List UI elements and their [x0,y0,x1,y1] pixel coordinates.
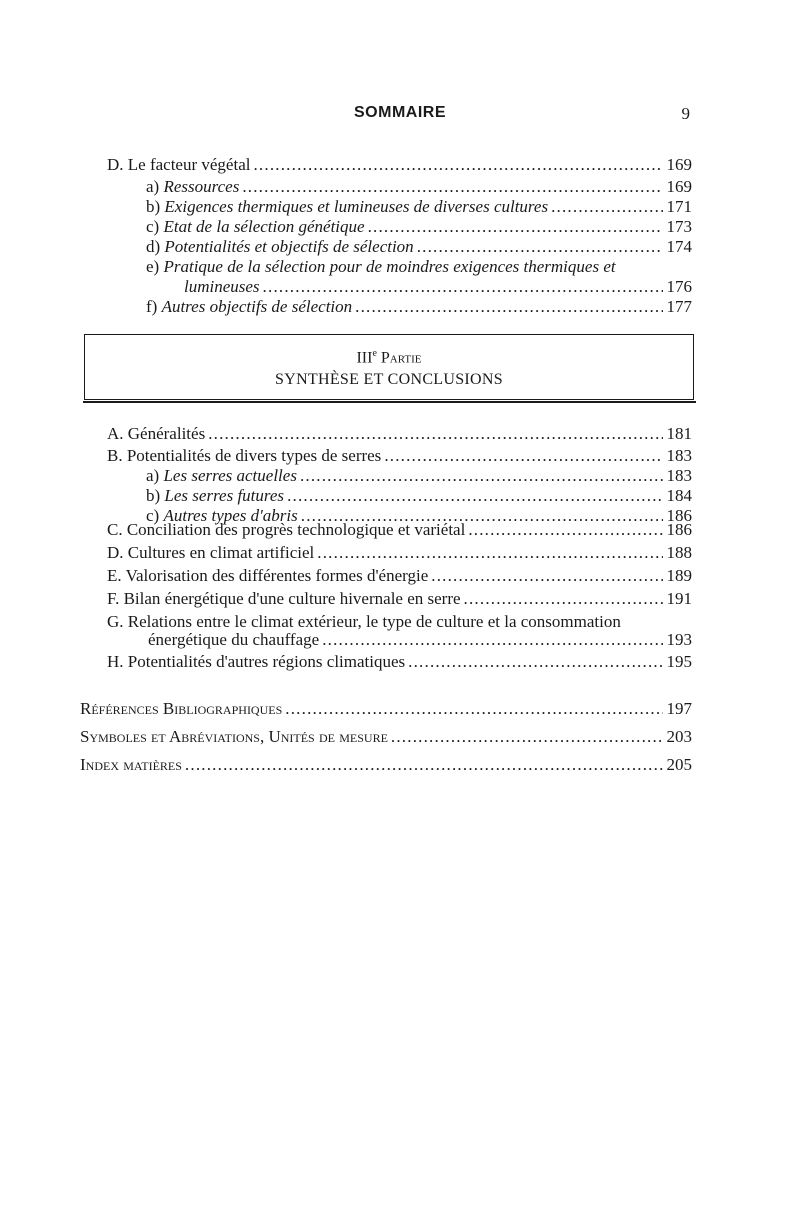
dot-leader [317,543,663,563]
toc-subentry: b) Les serres futures ..... 184 [146,486,692,506]
page-header [0,104,800,128]
toc-subentry: c) Autres types d'abris ..... 186 [146,506,692,526]
dot-leader [253,155,663,175]
dot-leader [285,699,663,719]
dot-leader [322,630,663,650]
dot-leader [300,466,663,486]
dot-leader [287,486,663,506]
toc-references: Références Bibliographiques ..... 197 [80,699,692,719]
toc-entry-c: C. Conciliation des progrès technologique et variétal ..... 186 [107,520,692,540]
dot-leader [242,177,663,197]
toc-entry-d: D. Le facteur végétal ..... 169 [107,155,692,175]
toc-symbols: Symboles et Abréviations, Unités de mesure ..... 203 [80,727,692,747]
toc-entry-e: E. Valorisation des différentes formes d'énergie ..... 189 [107,566,692,586]
toc-subentry: b) Exigences thermiques et lumineuses de diverses cultures ..... 171 [146,197,692,217]
toc-subentry: c) Etat de la sélection génétique ..... 173 [146,217,692,237]
toc-entry-f: F. Bilan énergétique d'une culture hivernale en serre ..... 191 [107,589,692,609]
toc-index: Index matières ..... 205 [80,755,692,775]
dot-leader [417,237,663,257]
toc-entry-g-line1: G. Relations entre le climat extérieur, le type de culture et la consommation [107,612,621,631]
toc-subentry-line1: e) Pratique de la sélection pour de moindres exigences thermiques et [146,257,616,276]
toc-entry-d2: D. Cultures en climat artificiel ..... 188 [107,543,692,563]
toc-entry-h: H. Potentialités d'autres régions climatiques ..... 195 [107,652,692,672]
dot-leader [355,297,663,317]
dot-leader [468,520,663,540]
toc-subentry: a) Les serres actuelles ..... 183 [146,466,692,486]
dot-leader [384,446,663,466]
toc-entry-b: B. Potentialités de divers types de serres ..... 183 [107,446,692,466]
dot-leader [391,727,663,747]
dot-leader [208,424,663,444]
toc-subentry: f) Autres objectifs de sélection ..... 177 [146,297,692,317]
toc-subentry-continued: lumineuses ..... 176 [184,277,692,297]
part-number: IIIe Partie [356,348,422,367]
part-title: SYNTHÈSE ET CONCLUSIONS [275,371,503,388]
toc-subentry: d) Potentialités et objectifs de sélection ..... 174 [146,237,692,257]
dot-leader [408,652,663,672]
dot-leader [185,755,663,775]
dot-leader [551,197,663,217]
dot-leader [431,566,663,586]
toc-entry-g-continued: énergétique du chauffage ..... 193 [148,630,692,650]
dot-leader [368,217,663,237]
part-heading-box [84,334,694,400]
toc-entry-a: A. Généralités ..... 181 [107,424,692,444]
page-title: SOMMAIRE [354,104,446,121]
toc-subentry: a) Ressources ..... 169 [146,177,692,197]
dot-leader [464,589,663,609]
page-number: 9 [681,104,690,123]
dot-leader [263,277,663,297]
